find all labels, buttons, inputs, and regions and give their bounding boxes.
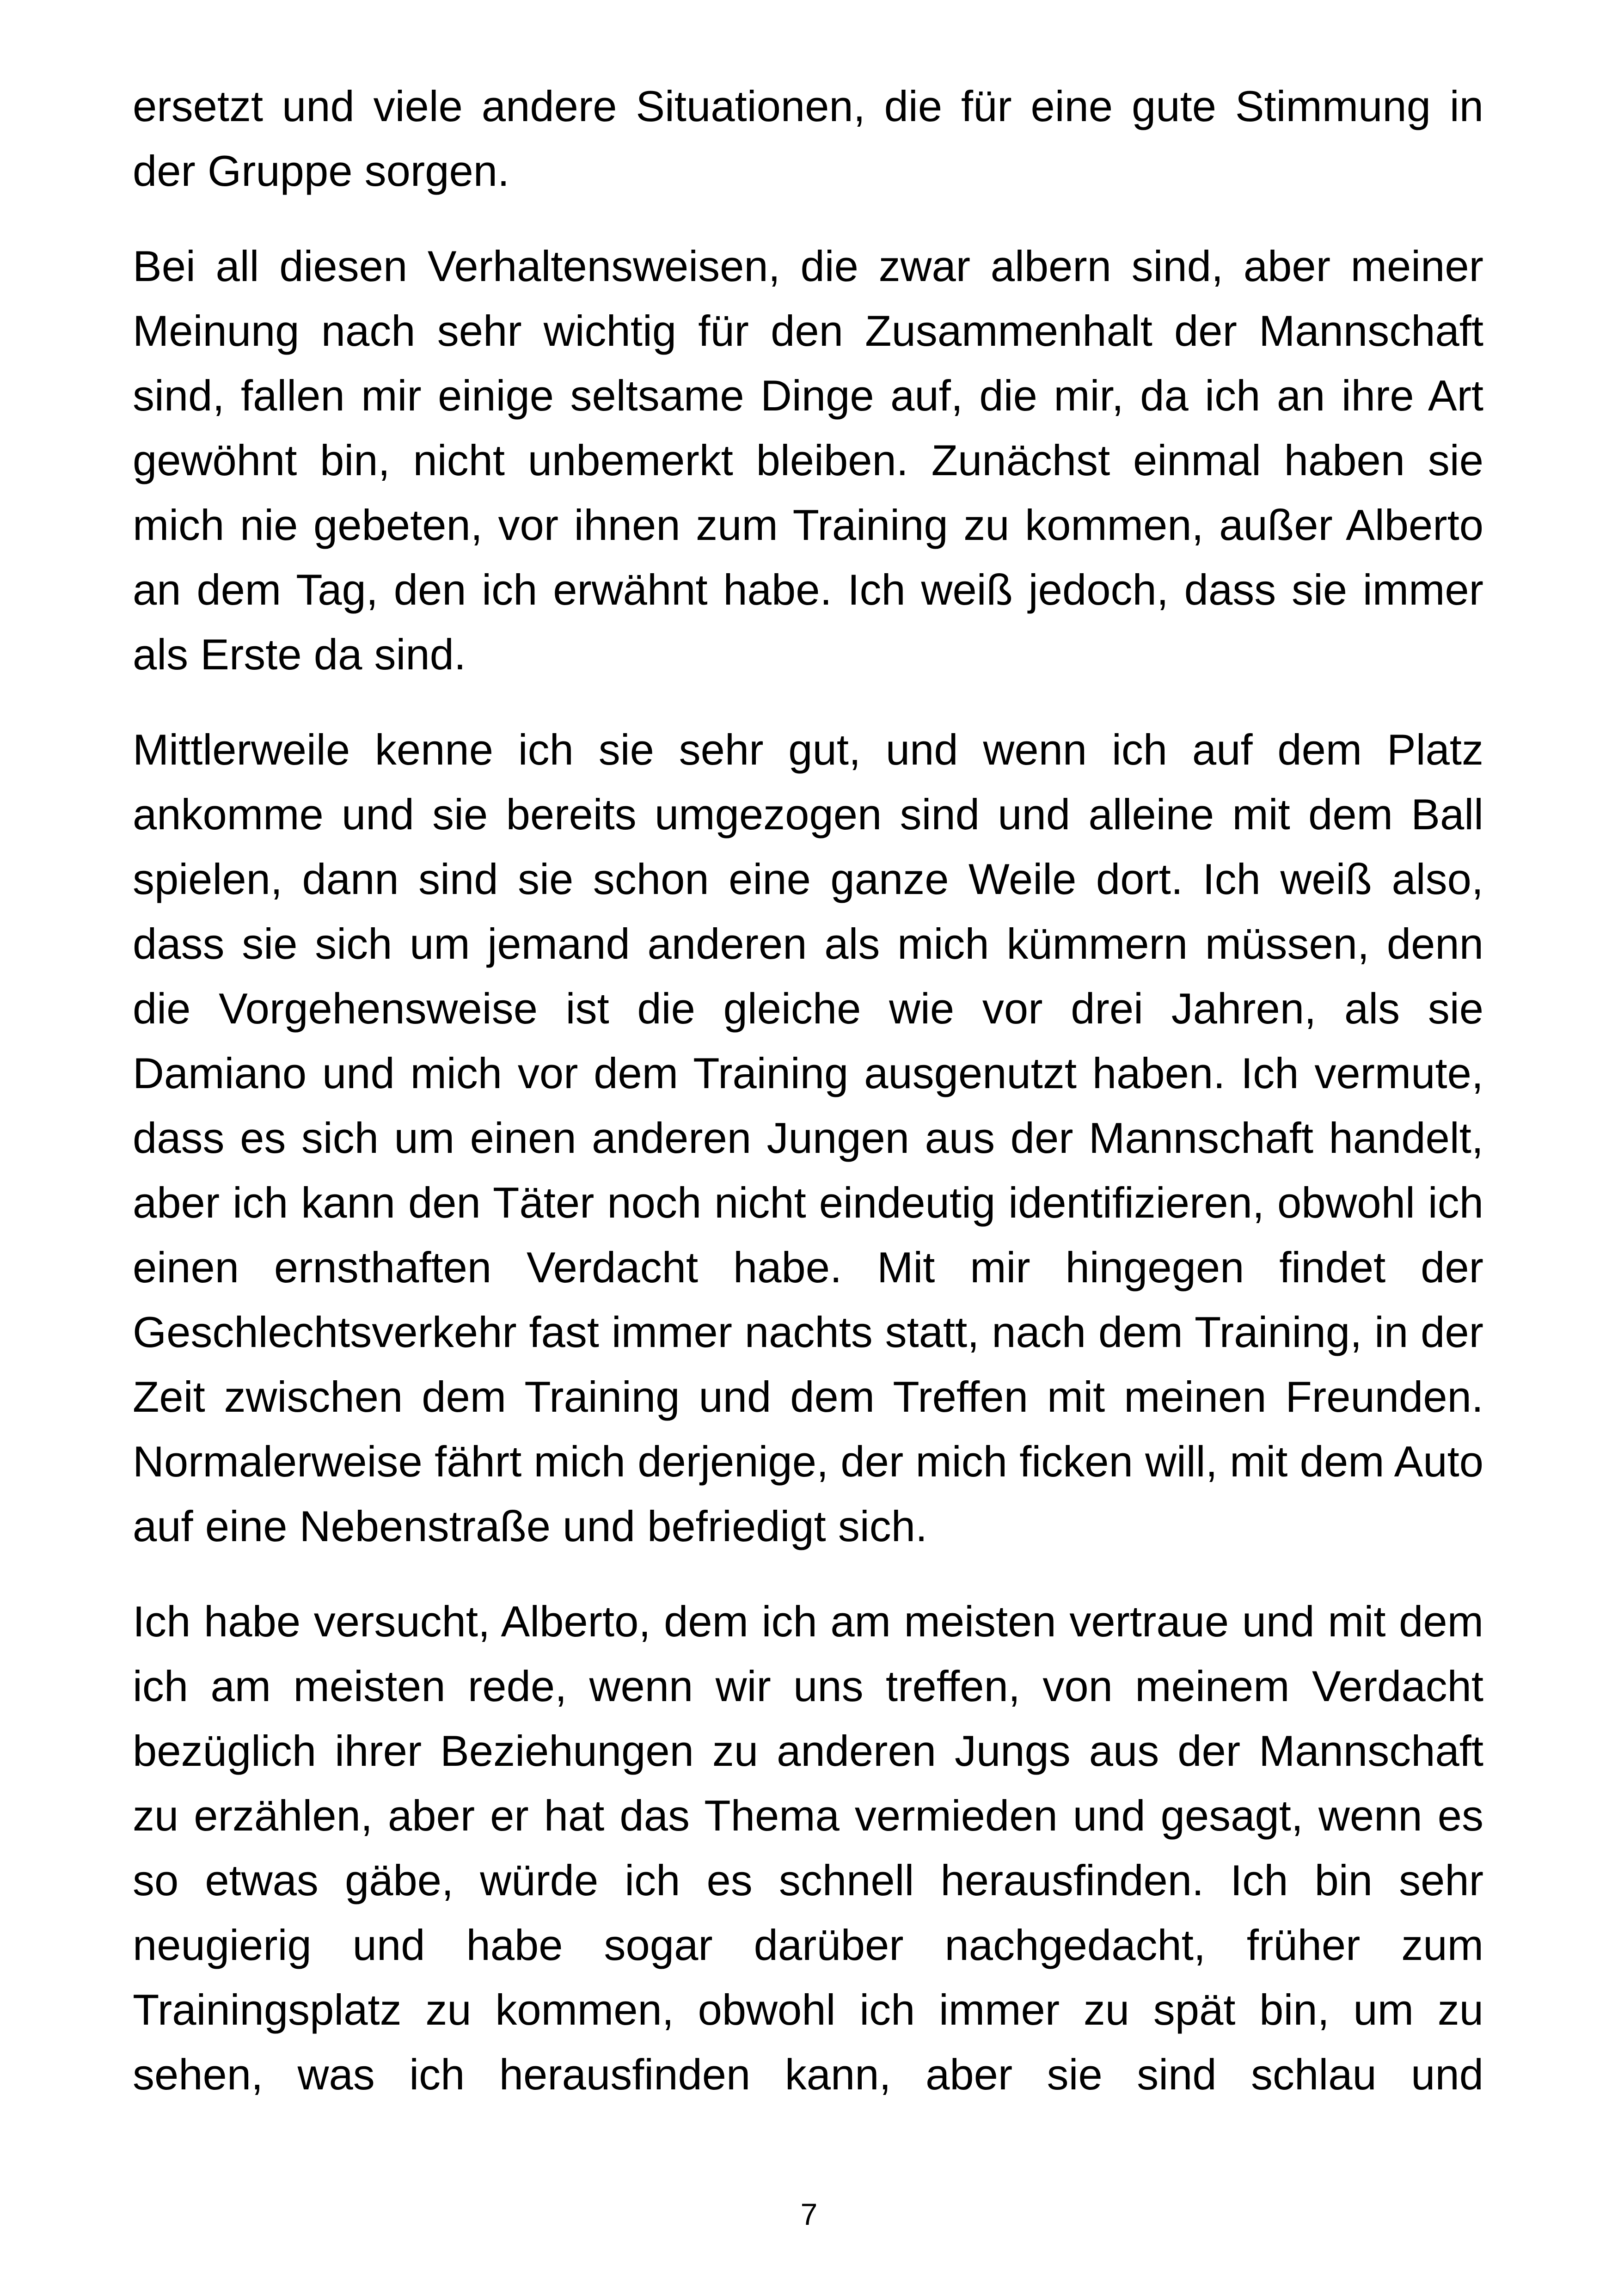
page-number: 7	[800, 2197, 818, 2231]
paragraph-4: Ich habe versucht, Alberto, dem ich am meisten vertraue und mit dem ich am meisten rede, wenn wir uns treffen, von meinem Verdacht bezüglich ihrer Beziehungen zu anderen Jungs aus der Mannschaft zu erzählen, aber er hat das Thema vermieden und gesagt, wenn es so etwas gäbe, würde ich es schnell herausfinden. Ich bin sehr neugierig und habe sogar darüber nachgedacht, früher zum Trainingsplatz zu kommen, obwohl ich immer zu spät bin, um zu sehen, was ich herausfinden kann, aber sie sind schlau und	[133, 1597, 1483, 2099]
body-text	[133, 74, 1483, 2107]
paragraph-1: ersetzt und viele andere Situationen, die für eine gute Stimmung in der Gruppe sorgen.	[133, 82, 1483, 195]
paragraph-2: Bei all diesen Verhaltensweisen, die zwar albern sind, aber meiner Meinung nach sehr wichtig für den Zusammenhalt der Mannschaft sind, fallen mir einige seltsame Dinge auf, die mir, da ich an ihre Art gewöhnt bin, nicht unbemerkt bleiben. Zunächst einmal haben sie mich nie gebeten, vor ihnen zum Training zu kommen, außer Alberto an dem Tag, den ich erwähnt habe. Ich weiß jedoch, dass sie immer als Erste da sind.	[133, 242, 1483, 679]
paragraph-3: Mittlerweile kenne ich sie sehr gut, und wenn ich auf dem Platz ankomme und sie bereits umgezogen sind und alleine mit dem Ball spielen, dann sind sie schon eine ganze Weile dort. Ich weiß also, dass sie sich um jemand anderen als mich kümmern müssen, denn die Vorgehensweise ist die gleiche wie vor drei Jahren, als sie Damiano und mich vor dem Training ausgenutzt haben. Ich vermute, dass es sich um einen anderen Jungen aus der Mannschaft handelt, aber ich kann den Täter noch nicht eindeutig identifizieren, obwohl ich einen ernsthaften Verdacht habe. Mit mir hingegen findet der Geschlechtsverkehr fast immer nachts statt, nach dem Training, in der Zeit zwischen dem Training und dem Treffen mit meinen Freunden. Normalerweise fährt mich derjenige, der mich ficken will, mit dem Auto auf eine Nebenstraße und befriedigt sich.	[133, 725, 1483, 1550]
